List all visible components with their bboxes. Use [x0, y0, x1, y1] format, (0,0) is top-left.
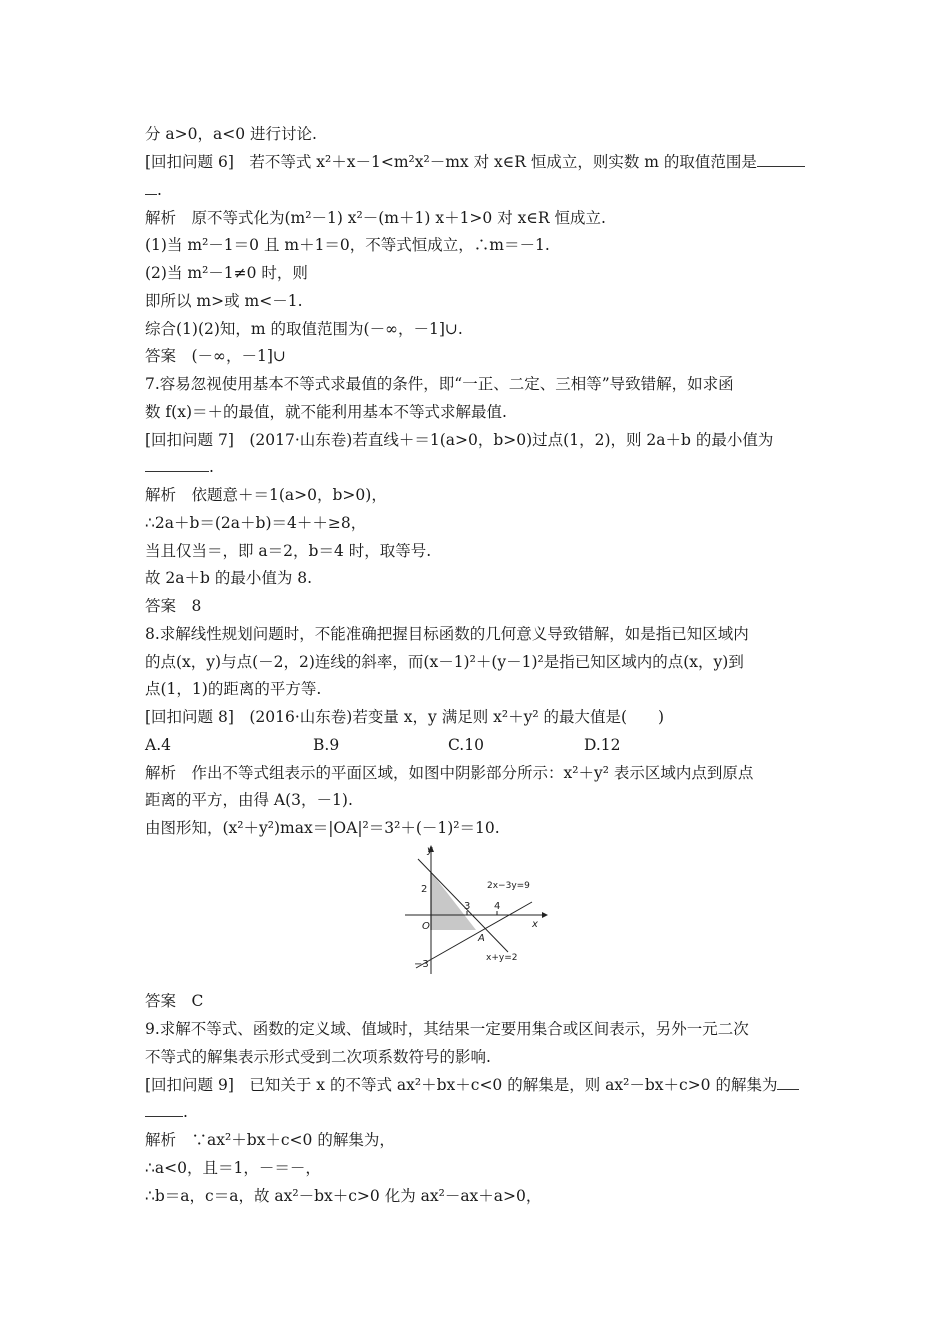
answer-blank	[777, 1075, 799, 1090]
text-line: 解析 作出不等式组表示的平面区域，如图中阴影部分所示：x²＋y² 表示区域内点到原点	[145, 764, 754, 782]
origin-label: O	[422, 921, 430, 932]
x-axis-arrow	[542, 912, 548, 918]
review-question-6: [回扣问题 6] 若不等式 x²＋x－1<m²x²－mx 对 x∈R 恒成立，则实数 m 的取值范围是	[145, 153, 757, 171]
text-line: 8.求解线性规划问题时，不能准确把握目标函数的几何意义导致错解，如是指已知区域内	[145, 625, 749, 643]
text-line: 不等式的解集表示形式受到二次项系数符号的影响.	[145, 1048, 491, 1066]
text-line: (2)当 m²－1≠0 时，则	[145, 264, 308, 282]
text-line: 数 f(x)＝＋的最值，就不能利用基本不等式求解最值.	[145, 403, 507, 421]
point-a-label: A	[478, 933, 485, 944]
answer-line: 答案 (－∞，－1]∪	[145, 347, 286, 365]
text-line: 当且仅当＝，即 a＝2，b＝4 时，取等号.	[145, 542, 432, 560]
answer-blank	[145, 1102, 183, 1117]
text-line: (1)当 m²－1＝0 且 m＋1＝0，不等式恒成立，∴m＝－1.	[145, 236, 550, 254]
answer-line: 答案 8	[145, 597, 202, 615]
tick-label: 3	[464, 901, 471, 912]
option-c: C.10	[448, 736, 484, 754]
x-axis-label: x	[532, 919, 538, 930]
text-line: 综合(1)(2)知，m 的取值范围为(－∞，－1]∪.	[145, 320, 463, 338]
text-line: ∴2a＋b＝(2a＋b)＝4＋＋≥8，	[145, 514, 367, 532]
tick-label: −3	[414, 959, 429, 970]
answer-line: 答案 C	[145, 992, 204, 1010]
text-line: 分 a>0，a<0 进行讨论.	[145, 125, 317, 143]
text-line: 由图形知，(x²＋y²)max＝|OA|²＝3²＋(－1)²＝10.	[145, 819, 500, 837]
text-line: .	[145, 1102, 188, 1122]
text-line: 解析 依题意＋＝1(a>0，b>0)，	[145, 486, 387, 504]
text-line: .	[145, 180, 162, 200]
option-b: B.9	[313, 736, 340, 754]
text-line	[145, 152, 805, 172]
text-line: .	[145, 457, 214, 477]
text-line: 的点(x，y)与点(－2，2)连线的斜率，而(x－1)²＋(y－1)²是指已知区域内的点(x，y)到	[145, 653, 744, 671]
line-label: x+y=2	[486, 953, 518, 963]
text-line: 9.求解不等式、函数的定义域、值域时，其结果一定要用集合或区间表示，另外一元二次	[145, 1020, 749, 1038]
text-line: 距离的平方，由得 A(3，－1).	[145, 791, 353, 809]
tick-label: 2	[421, 884, 428, 895]
text-line	[145, 1075, 799, 1095]
text-line: ∴a<0，且＝1，－＝－，	[145, 1159, 321, 1177]
text-line: 解析 ∵ax²＋bx＋c<0 的解集为，	[145, 1131, 395, 1149]
review-question-8: [回扣问题 8] (2016·山东卷)若变量 x，y 满足则 x²＋y² 的最大值是( )	[145, 708, 665, 726]
y-axis-label: y	[427, 845, 433, 856]
answer-blank	[145, 457, 209, 472]
option-d: D.12	[584, 736, 621, 754]
answer-blank	[145, 180, 157, 195]
text-line: ∴b＝a，c＝a，故 ax²－bx＋c>0 化为 ax²－ax＋a>0，	[145, 1187, 542, 1205]
text-line: 点(1，1)的距离的平方等.	[145, 680, 322, 698]
feasible-region-figure	[400, 840, 552, 978]
text-line: 即所以 m>或 m<－1.	[145, 292, 303, 310]
text-line: 7.容易忽视使用基本不等式求最值的条件，即“一正、二定、三相等”导致错解，如求函	[145, 375, 734, 393]
review-question-7: [回扣问题 7] (2017·山东卷)若直线＋＝1(a>0，b>0)过点(1，2)，则 2a＋b 的最小值为	[145, 431, 774, 449]
text-line: 解析 原不等式化为(m²－1) x²－(m＋1) x＋1>0 对 x∈R 恒成立.	[145, 209, 606, 227]
tick-label: 4	[494, 901, 501, 912]
review-question-9: [回扣问题 9] 已知关于 x 的不等式 ax²＋bx＋c<0 的解集是，则 ax²－bx＋c>0 的解集为	[145, 1076, 778, 1094]
option-a: A.4	[145, 736, 171, 754]
answer-blank	[757, 152, 805, 167]
text-line: 故 2a＋b 的最小值为 8.	[145, 569, 313, 587]
line-label: 2x−3y=9	[487, 881, 530, 891]
